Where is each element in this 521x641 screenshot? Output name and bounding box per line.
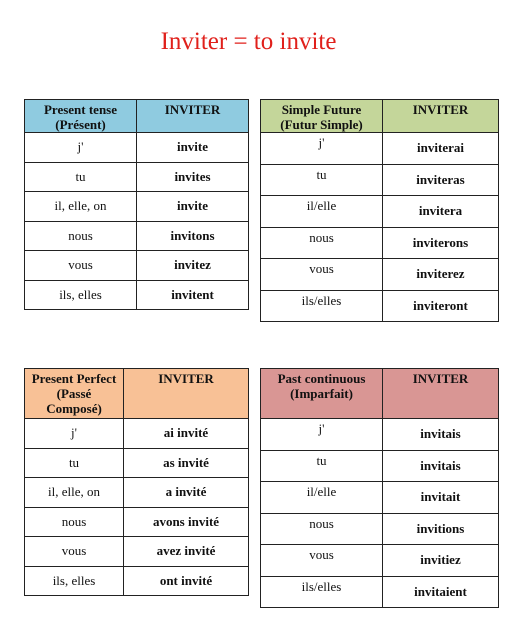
verb-form-cell: inviterons [383,227,499,259]
verb-form-cell: invitaient [383,576,499,608]
pronoun-cell: il, elle, on [25,478,124,508]
verb-form-cell: a invité [124,478,249,508]
tense-header: Present tense (Présent) [25,100,137,133]
verb-header: INVITER [124,369,249,419]
table-row [261,227,499,259]
pronoun-cell: ils/elles [261,290,383,322]
pronoun-cell: il, elle, on [25,192,137,222]
verb-header: INVITER [383,369,499,419]
verb-header: INVITER [137,100,249,133]
pronoun-cell: tu [261,450,383,482]
table-row [25,133,249,163]
simple-future-table [260,99,499,322]
table-row [261,290,499,322]
table-row [261,196,499,228]
pronoun-cell: nous [25,221,137,251]
table-row [25,507,249,537]
verb-form-cell: inviteras [383,164,499,196]
verb-form-cell: invitais [383,450,499,482]
verb-form-cell: invitait [383,482,499,514]
verb-form-cell: avons invité [124,507,249,537]
table-header-row [25,100,249,133]
verb-form-cell: inviterez [383,259,499,291]
table-row [261,164,499,196]
page-title: Inviter = to invite [160,28,337,55]
verb-form-cell: as invité [124,448,249,478]
verb-form-cell: invitez [137,251,249,281]
table-row [25,162,249,192]
pronoun-cell: il/elle [261,482,383,514]
verb-form-cell: ont invité [124,566,249,596]
table-row [25,448,249,478]
table-row [25,221,249,251]
pronoun-cell: ils/elles [261,576,383,608]
table-row [25,478,249,508]
table-row [25,251,249,281]
verb-form-cell: inviterai [383,133,499,165]
table-row [261,450,499,482]
tense-header: Past continuous (Imparfait) [261,369,383,419]
verb-form-cell: inviteront [383,290,499,322]
table-row [261,133,499,165]
verb-header: INVITER [383,100,499,133]
tense-header: Present Perfect (Passé Composé) [25,369,124,419]
present-tense-table [24,99,249,310]
table-row [261,576,499,608]
table-row [261,419,499,451]
table-row [261,545,499,577]
table-header-row [261,369,499,419]
pronoun-cell: j' [261,133,383,165]
verb-form-cell: invitons [137,221,249,251]
verb-form-cell: invites [137,162,249,192]
pronoun-cell: tu [261,164,383,196]
pronoun-cell: nous [25,507,124,537]
pronoun-cell: vous [261,545,383,577]
present-perfect-table [24,368,249,596]
pronoun-cell: nous [261,227,383,259]
pronoun-cell: j' [261,419,383,451]
verb-form-cell: invitera [383,196,499,228]
verb-form-cell: avez invité [124,537,249,567]
table-row [261,482,499,514]
pronoun-cell: j' [25,133,137,163]
table-header-row [25,369,249,419]
pronoun-cell: ils, elles [25,280,137,310]
verb-form-cell: invitent [137,280,249,310]
pronoun-cell: vous [25,537,124,567]
pronoun-cell: vous [25,251,137,281]
table-row [25,280,249,310]
pronoun-cell: vous [261,259,383,291]
past-continuous-table [260,368,499,608]
table-header-row [261,100,499,133]
pronoun-cell: nous [261,513,383,545]
verb-form-cell: invite [137,133,249,163]
tense-header: Simple Future (Futur Simple) [261,100,383,133]
verb-form-cell: invitions [383,513,499,545]
table-row [25,192,249,222]
pronoun-cell: tu [25,162,137,192]
table-row [25,566,249,596]
pronoun-cell: ils, elles [25,566,124,596]
pronoun-cell: tu [25,448,124,478]
table-row [261,259,499,291]
pronoun-cell: il/elle [261,196,383,228]
verb-form-cell: ai invité [124,419,249,449]
table-row [25,419,249,449]
verb-form-cell: invite [137,192,249,222]
table-row [25,537,249,567]
verb-form-cell: invitais [383,419,499,451]
table-row [261,513,499,545]
pronoun-cell: j' [25,419,124,449]
verb-form-cell: invitiez [383,545,499,577]
